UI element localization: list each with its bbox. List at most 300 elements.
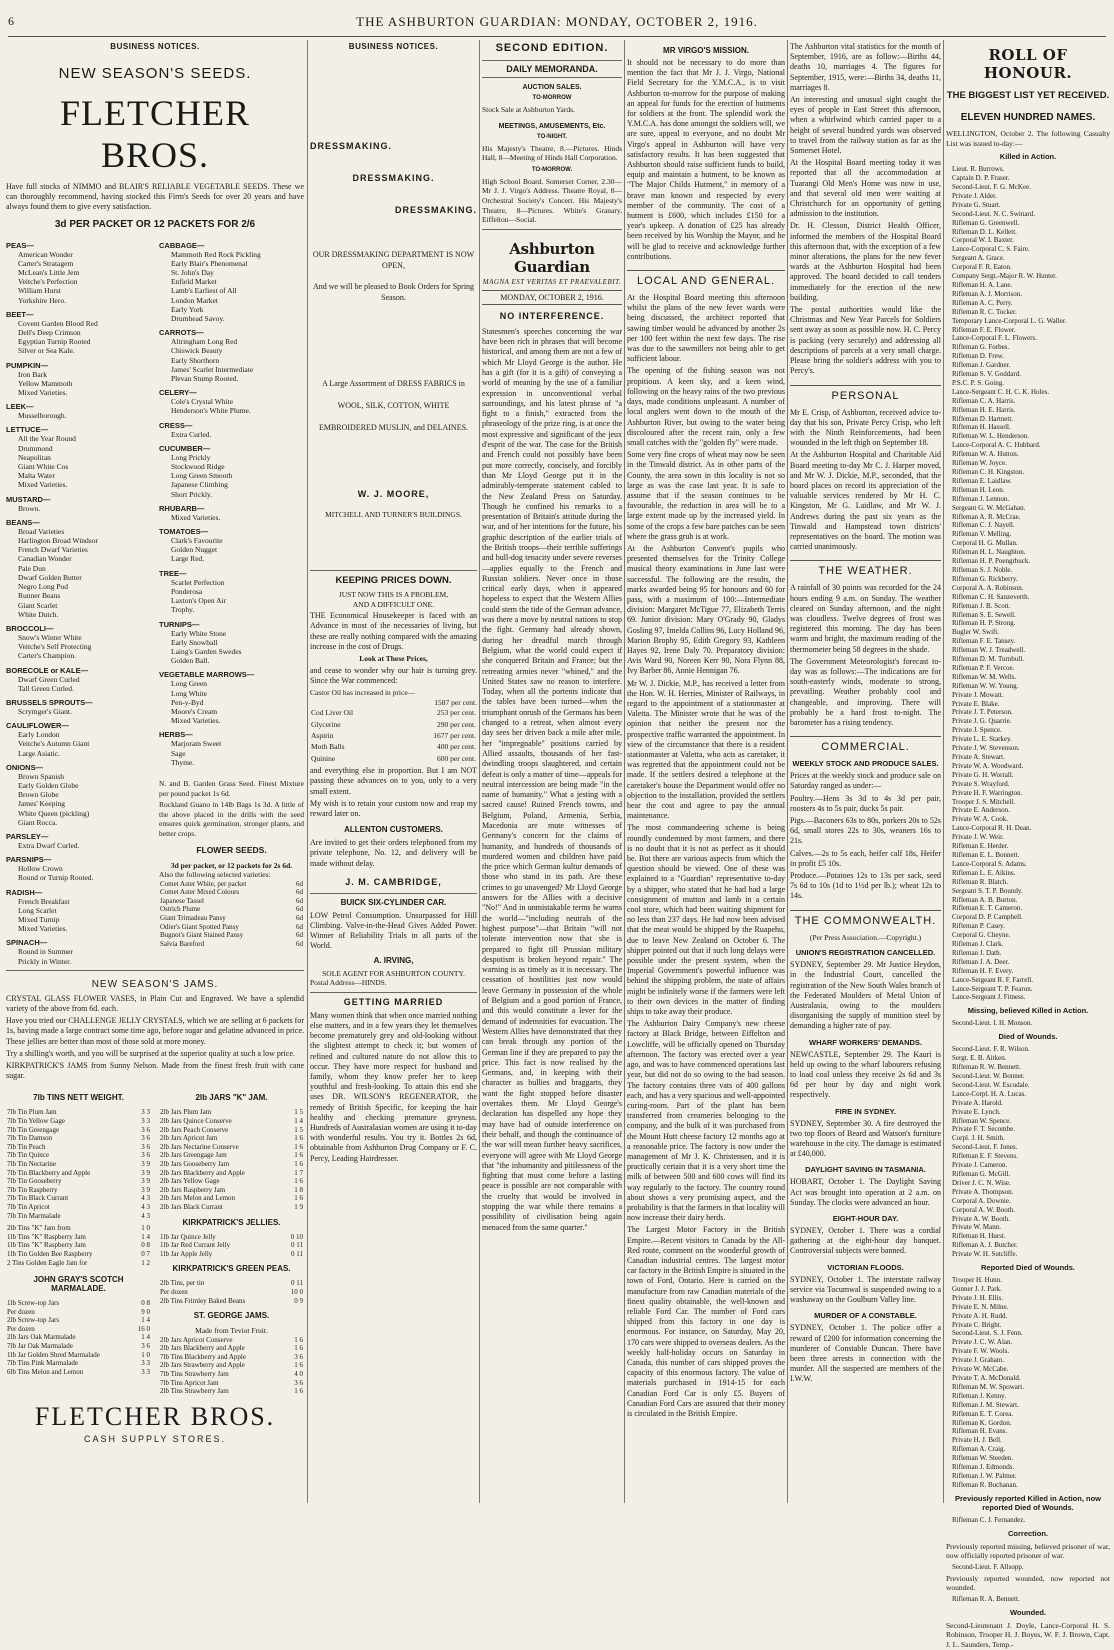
commonwealth-title: THE COMMONWEALTH. xyxy=(790,910,941,927)
item-name: 7lb Tin Raspberry xyxy=(7,1185,58,1194)
roll-name: Rifleman W. M. Wells. xyxy=(952,672,1017,681)
flower-row xyxy=(159,905,304,914)
drug-row xyxy=(310,719,477,730)
item-price: 3 3 xyxy=(141,1117,150,1125)
stock-paragraph: Calves.—2s to 5s each, heifer calf 18s, Heifer in profit £5 10s. xyxy=(790,848,941,868)
seed-variety: Dell's Deep Crimson xyxy=(18,328,81,338)
seed-category: TURNIPS— xyxy=(159,619,200,629)
union-paragraph: SYDNEY, September 29. Mr Justice Heydon, in the Industrial Court, cancelled the registration of the New South Wales branch of the Federated Moulders of Metal Union of Australasia, owing to the moulders disorganising the supply of munition steel by demanding a higher rate of pay. xyxy=(790,960,941,1031)
roll-name: Sergt. E. B. Aitken. xyxy=(952,1054,1007,1063)
roll-name: Rifleman V. Melling. xyxy=(952,530,1012,539)
local-paragraph: The Ashburton Dairy Company's new cheese factory at Black Bridge, between Eiffelton and Lowcliffe, will be officially opened on Thursday afternoon. The factory was erected over a year ago, and was to have commenced operations last year, but did not do so owing to the bad season. The factory contains three vats of 400 gallons each, and has a very spacious and well-appointed curing-room. Part of the plant has been transferred from creameries belonging to the company, and the bulk of it was purchased from the Mount Hutt cheese factory 12 months ago at a reasonable price. The factory is now under the management of Mr J. K. Christensen, and it is practically certain that it is a very short time the milk of between 500 and 600 cows will find its way regularly to the factory. The country round about shows a very promising aspect, and the probability is that the farmers in that locality will now increase their dairy herds. xyxy=(627,1019,785,1223)
seed-variety: White Queen (pickling) xyxy=(18,808,90,818)
drug-row xyxy=(310,730,477,741)
roll-name: Private J. G. Quarrie. xyxy=(952,717,1012,726)
drug-row xyxy=(310,753,477,764)
jar-row xyxy=(159,1203,304,1212)
item-name: 2lb Tins "K" Jam from xyxy=(7,1224,71,1233)
weather-paragraph: A rainfall of 30 points was recorded for the 24 hours ending 9 a.m. on Sunday. The weather cleared on Sunday afternoon, and the night was cloudless. Twelve degrees of frost was registered this morning. The day has been warm and bright, the maximum reading of the thermometer being 58 degrees in the shade. xyxy=(790,583,941,654)
seed-category: ONIONS— xyxy=(6,762,44,772)
roll-name: Private W. H. Sutcliffe. xyxy=(952,1250,1018,1259)
stock-sales-title: WEEKLY STOCK AND PRODUCE SALES. xyxy=(792,759,939,769)
roll-name: Rifleman R. C. Tocker. xyxy=(952,307,1017,316)
item-price: 6d xyxy=(296,905,303,914)
st-george-row xyxy=(159,1336,304,1345)
item-price: 1 7 xyxy=(294,1168,303,1177)
roll-name: Rifleman C. H. Kingston. xyxy=(952,468,1024,476)
item-name: 2lb Tins Strawberry Jam xyxy=(160,1387,229,1396)
seed-variety: Silver or Sea Kale. xyxy=(18,346,75,356)
roll-name: Corporal D. P. Campbell. xyxy=(952,913,1023,922)
item-name: 1lb Jar Red Currant Jelly xyxy=(160,1241,230,1250)
item-price: 1 4 xyxy=(141,1316,150,1325)
seed-variety: Brown Globe xyxy=(18,790,59,800)
roll-name: Rifleman J. M. Stewart. xyxy=(952,1400,1019,1409)
keeping-prices-subtitle: AND A DIFFICULT ONE. xyxy=(352,599,435,609)
st-george-row xyxy=(159,1379,304,1388)
roll-name: Rifleman H. E. Harris. xyxy=(952,405,1016,414)
item-name: 2lb Jars Strawberry and Apple xyxy=(160,1361,245,1370)
roll-name: Rifleman G. Forbes. xyxy=(952,343,1010,352)
marmalade-row xyxy=(6,1351,151,1360)
st-george-row xyxy=(159,1387,304,1396)
roll-name: Rifleman D. Hartnett. xyxy=(952,414,1014,423)
roll-name: Rifleman C. J. Nayell. xyxy=(952,521,1015,530)
roll-name: Second-Lieut. W. Bonner. xyxy=(952,1072,1025,1080)
commercial-title: COMMERCIAL. xyxy=(790,736,941,753)
tin-row xyxy=(6,1169,151,1178)
seed-variety: Egyptian Turnip Rooted xyxy=(18,337,91,347)
personal-paragraph: At the Ashburton Hospital and Charitable Aid Board meeting to-day Mr C. J. Harper moved, and Mr W. J. Dickie, M.P., seconded, that the board places on record its appreciation of the valuable services rendered by Mr H. C. Kingston, Mr G. Laidlaw, and Mr W. J. Andrews during the past six years as the Tinwald and Hampstead town districts' representatives on the board. The motion was carried unanimously. xyxy=(790,450,941,552)
item-price: 3 9 xyxy=(141,1159,150,1168)
seed-variety: Veitche's Perfection xyxy=(18,277,78,287)
roll-name: Company Sergt.-Major R. W. Hunter. xyxy=(952,272,1057,281)
castor-oil-line: Castor Oil has increased in price— xyxy=(310,688,416,697)
vital-statistics: The Ashburton vital statistics for the month of September, 1916, are as follow:—Births 44, deaths 10, marriages 4. The figures for September, 1915, were:—Births 34, deaths 11, marriages 8. xyxy=(790,42,941,92)
tonight-label: TO-NIGHT. xyxy=(537,133,567,140)
jars-title: 2lb JARS "K" JAM. xyxy=(195,1093,268,1103)
seed-category: CUCUMBER— xyxy=(159,443,211,453)
roll-name: Private C. Bright. xyxy=(952,1320,1002,1329)
column-dressmaking xyxy=(310,40,477,1505)
seed-variety: Mixed Varieties. xyxy=(18,924,68,934)
local-paragraph: The Largest Motor Factory in the British Empire.—Recent visitors to Canada by the All-Red route, comment on the wonderful growth of Canadian industrial centres. The largest motor car factory in the British Empire is situated in the town of Ford, Ontario. Here is carried on the manufacture from raw Canadian materials of the finest quality obtainable, the well-known and reliable Ford Car. The number of Ford cars shipped from this factory in one day is enormous. For instance, on Saturday, May 20, 170 cars were shipped to overseas dealers. As the weekly half-holiday occurs on Saturday in Canada, this number of cars shipped proves the capacity of this enormous factory. The value of materials purchased in 1914-15 for each Canadian Ford Car is only £5. Buyers of Canadian Ford Cars are assured that their money is circulated in the British Empire. xyxy=(627,1225,785,1418)
roll-name: Private F. W. Wools. xyxy=(952,1347,1010,1356)
tin-row xyxy=(6,1186,151,1195)
st-george-title: ST. GEORGE JAMS. xyxy=(193,1311,270,1321)
seed-category: CABBAGE— xyxy=(159,240,205,250)
roll-name: Rifleman A. Craig. xyxy=(952,1445,1006,1454)
advertiser-subtitle: SOLE AGENT FOR ASHBURTON COUNTY. xyxy=(322,968,465,978)
item-name: 1lb Jar Apple Jelly xyxy=(160,1249,213,1258)
seed-variety: James' Keeping xyxy=(18,799,65,809)
jar-row xyxy=(159,1160,304,1169)
seed-variety: French Breakfast xyxy=(18,896,70,906)
column-local-and-general xyxy=(627,40,785,1505)
dateline: MONDAY, OCTOBER 2, 1916. xyxy=(482,290,622,305)
keeping-prices-subtitle: JUST NOW THIS IS A PROBLEM, xyxy=(338,590,449,599)
jams-paragraph: Have you tried our CHALLENGE JELLY CRYSTALS, which we are selling at 6 packets for 1s, having made a large contract some time ago, before sugar and gelatine advanced in price. These jellies are better than most of those sold at more money. xyxy=(6,1016,304,1046)
seed-variety: Dwarf Golden Butter xyxy=(18,572,82,582)
keeping-prices-paragraph: My wish is to retain your custom now and reap my reward later on. xyxy=(310,798,477,819)
st-george-table xyxy=(159,1336,304,1396)
seed-variety: Plevan Stump Rooted. xyxy=(171,374,239,384)
advertiser-name: W. J. MOORE, xyxy=(357,489,430,499)
local-paragraph: The opening of the fishing season was not propitious. A keen sky, and a keen wind, following on the heavy rains of the two previous days, made conditions unpleasant. A number of local anglers went down to the mouth of the Ashburton River, but owing to the water being discoloured after the recent rain, only a few small catches with the "golden fly" were made. xyxy=(627,366,785,447)
roll-name: Private E. Anderson. xyxy=(952,806,1010,815)
seed-variety: Yorkshire Hero. xyxy=(18,295,66,305)
seed-variety: Moore's Cream xyxy=(171,706,218,716)
item-price: 6d xyxy=(296,879,303,888)
jar-row xyxy=(159,1143,304,1152)
item-price: 1 6 xyxy=(294,1361,303,1370)
item-price: 1 5 xyxy=(294,1125,303,1134)
item-price: 1 2 xyxy=(141,1258,150,1267)
seed-variety: Laxton's Open Air xyxy=(171,596,227,606)
seed-variety: Altringham Long Red xyxy=(171,337,238,347)
roll-name: Rifleman W. Steeden. xyxy=(952,1454,1014,1463)
roll-name: Rifleman A. R. McCrae. xyxy=(952,512,1021,521)
seed-variety: White Dutch. xyxy=(18,609,59,619)
jams-paragraph: Try a shilling's worth, and you will be surprised at the superior quality at such a low price. xyxy=(6,1048,295,1058)
column-rule xyxy=(307,40,308,1503)
roll-name: Lieut. R. Burrows. xyxy=(952,165,1005,174)
wharf-paragraph: NEWCASTLE, September 29. The Kauri is held up owing to the wharf labourers refusing to load coal unless they receive 2s 6d and 3s 6d per hour by day and night work respectively. xyxy=(790,1049,941,1100)
seed-lists xyxy=(6,236,304,966)
murder-paragraph: SYDNEY, October 1. The police offer a reward of £200 for information concerning the murderer of Constable Duncan. There have been three arrests in connection with the murder. All the suspected are members of the I.W.W. xyxy=(790,1323,941,1384)
green-peas-title: KIRKPATRICK'S GREEN PEAS. xyxy=(172,1264,291,1274)
seed-variety: Iron Bark xyxy=(18,369,47,379)
stock-paragraph: Prices at the weekly stock and produce sale on Saturday ranged as under:— xyxy=(790,771,941,791)
seed-variety: Drummond xyxy=(18,443,53,453)
roll-name: Rifleman A. B. Burton. xyxy=(952,895,1018,904)
wharf-title: WHARF WORKERS' DEMANDS. xyxy=(808,1037,923,1047)
item-name: 7lb Tin Plum Jam xyxy=(7,1108,57,1117)
motto: MAGNA EST VERITAS ET PRAEVALEBIT. xyxy=(482,277,622,286)
drug-price-table xyxy=(310,707,477,764)
roll-name: Private A. Stewart. xyxy=(952,753,1005,761)
tin-row xyxy=(6,1151,151,1160)
seed-variety: Early Shorthorn xyxy=(171,355,220,365)
firm-name: FLETCHER BROS. xyxy=(59,93,250,175)
item-price: 0 7 xyxy=(141,1249,150,1258)
roll-name: Private A. Harold. xyxy=(952,1098,1003,1107)
seeds-intro: Have full stocks of NIMMO and BLAIR'S RELIABLE VEGETABLE SEEDS. These we can thoroughly recommend, having stocked this Firm's Seeds for over 20 years and have always found them to give every satisfaction. xyxy=(6,182,304,212)
masthead xyxy=(8,14,1106,37)
item-price: 1 8 xyxy=(294,1185,303,1194)
jellies-table xyxy=(159,1233,304,1259)
personal-paragraph: Mr E. Crisp, of Ashburton, received advice to-day that his son, Private Percy Crisp, who left with the Ninth Reinforcements, had been wounded in the left thigh on September 18. xyxy=(790,407,941,448)
item-price: 6d xyxy=(296,888,303,897)
roll-name: Corpl. J. H. Smith. xyxy=(952,1134,1005,1143)
seed-variety: Long Green xyxy=(171,679,208,689)
tomorrow-label: TO-MORROW. xyxy=(531,166,573,173)
item-price: 1 6 xyxy=(294,1194,303,1203)
seed-category: PEAS— xyxy=(6,240,34,250)
roll-name: Private E. Lynch. xyxy=(952,1107,1001,1116)
seed-variety: Giant Scarlet xyxy=(18,600,58,610)
roll-name: Private J. Graham. xyxy=(952,1356,1005,1365)
seed-category: VEGETABLE MARROWS— xyxy=(159,670,255,680)
local-paragraph: Some very fine crops of wheat may now be seen in the Tinwald district. As in other parts of the County, the area sown in this locality is not so large as was the case last year. It is safe to assume that if the season continues to be favourable, the reduction in area will be to a large extent made up by the increased yield. In some of the crops a few bare patches can be seen where the grass grub is at work. xyxy=(627,450,785,541)
item-name: 2lb Tins Frimley Baked Beans xyxy=(160,1296,246,1305)
roll-name: Rifleman R. Blatch. xyxy=(952,877,1008,886)
roll-name: Rifleman S. V. Goddard. xyxy=(952,370,1021,379)
jams-title: NEW SEASON'S JAMS. xyxy=(91,978,219,990)
roll-name: Rifleman W. Spence. xyxy=(952,1116,1012,1125)
roll-name: Corporal G. Cheyne. xyxy=(952,931,1011,940)
marmalade-row xyxy=(6,1299,151,1308)
green-peas-table xyxy=(159,1279,304,1305)
roll-name: Rifleman D. L. Kellett. xyxy=(952,227,1017,236)
roll-subtitle: ELEVEN HUNDRED NAMES. xyxy=(960,112,1096,123)
roll-name: Second-Lieut. F. R. Wilson. xyxy=(952,1045,1030,1054)
jams-paragraph: KIRKPATRICK'S JAMS from Sunny Nelson. Made from the finest fresh fruit with cane sugar. xyxy=(6,1061,304,1081)
buick-paragraph: LOW Petrol Consumption. Unsurpassed for Hill Climbing. Valve-in-the-Head Gives Added Power. Winner of Reliability Trials in all parts of the World. xyxy=(310,910,477,951)
tins-title: 7lb TINS NETT WEIGHT. xyxy=(33,1093,124,1103)
seed-variety: Pale Dun xyxy=(18,563,46,573)
item-name: 2lb Jars Blackberry and Apple xyxy=(160,1344,245,1353)
roll-name: Rifleman H. Evans. xyxy=(952,1427,1008,1436)
roll-name: Second-Lieut. S. J. Fenn. xyxy=(952,1329,1023,1338)
seed-variety: Cole's Crystal White xyxy=(171,397,234,407)
seed-variety: James' Scarlet Intermediate xyxy=(171,364,254,374)
tonight-events: His Majesty's Theatre, 8.—Pictures. Hinds Hall, 8—Meeting of Hinds Hall Corporation. xyxy=(482,143,622,163)
tins-table xyxy=(6,1108,151,1220)
item-price: 6d xyxy=(296,939,303,948)
virgo-title: MR VIRGO'S MISSION. xyxy=(663,46,749,55)
roll-name: Rifleman C. A. Harris. xyxy=(952,396,1016,405)
item-name: 1lb Jar Quince Jelly xyxy=(160,1232,216,1241)
eight-hour-paragraph: SYDNEY, October 1. There was a cordial gathering at the eight-hour day banquet. Controversial subjects were banned. xyxy=(790,1226,941,1256)
roll-name: Sergeant A. Grace. xyxy=(952,254,1005,263)
item-name: Bugnot's Giant Stained Pansy xyxy=(160,931,244,940)
section-heading: BUSINESS NOTICES. xyxy=(110,42,200,51)
roll-name: Rifleman J. W. Palmer. xyxy=(952,1471,1017,1480)
correction-text: Previously reported missing, believed prisoner of war, now officially reported prisoner of war. xyxy=(946,1541,1110,1561)
item-price: 6d xyxy=(296,914,303,923)
roll-name: Rifleman G. McGill. xyxy=(952,1169,1011,1178)
seed-variety: Trophy. xyxy=(171,605,195,615)
item-name: 1lb Jar Golden Shred Marmalade xyxy=(7,1350,100,1359)
divider xyxy=(482,229,622,230)
item-price: 6d xyxy=(296,896,303,905)
marmalade-row xyxy=(6,1308,151,1317)
seed-category: CAULIFLOWER— xyxy=(6,721,69,731)
missing-heading: Missing, believed Killed in Action. xyxy=(967,1006,1089,1016)
seed-variety: Marjoram Sweet xyxy=(171,739,222,749)
seed-variety: Mixed Varieties. xyxy=(171,716,221,726)
roll-name: Rifleman W. Joyce. xyxy=(952,459,1007,468)
roll-of-honour-title: ROLL OF HONOUR. xyxy=(983,46,1073,82)
jelly-row xyxy=(159,1250,304,1259)
seed-variety: Veitche's Self Protecting xyxy=(18,642,92,652)
masthead-title: THE ASHBURTON GUARDIAN: MONDAY, OCTOBER 2, 1916. xyxy=(356,14,758,29)
roll-name: Rifleman H. P. Poengrhuck. xyxy=(952,557,1031,566)
seed-variety: Covent Garden Blood Red xyxy=(18,318,98,328)
item-price: 1 6 xyxy=(294,1142,303,1151)
tomorrow-events: High School Board. Somerset Corner, 2.30—Mr J. J. Virgo's Address. Theatre Royal, 8—Orchestral Society's Concert. His Majesty's Theatre, 8—Pictures. White's Granary, Eiffelton—Social. xyxy=(482,176,622,225)
killed-heading: Killed in Action. xyxy=(999,152,1057,162)
seed-variety: Scarlet Perfection xyxy=(171,577,225,587)
floods-paragraph: SYDNEY, October 1. The interstate railway service via Tocumwal is suspended owing to a washaway on the Goulburn Valley line. xyxy=(790,1274,941,1305)
tin-row xyxy=(6,1177,151,1186)
jar-row xyxy=(159,1186,304,1195)
seed-variety: Round in Summer xyxy=(18,947,74,957)
marmalade-row xyxy=(6,1368,151,1377)
guano-note: Rockland Guano in 14lb Bags 1s 3d. A little of the above placed in the drills with the seed ensures quick germination, stronger plants, and better crops. xyxy=(159,800,304,838)
roll-name: Rifleman E. T. Cameron. xyxy=(952,904,1023,913)
item-price: 4 3 xyxy=(141,1211,150,1220)
item-name: Aspirin xyxy=(311,731,334,740)
item-price: 1 6 xyxy=(294,1344,303,1353)
seed-variety: Large Red. xyxy=(171,554,205,564)
weather-title: THE WEATHER. xyxy=(790,560,941,577)
union-title: UNION'S REGISTRATION CANCELLED. xyxy=(795,948,936,958)
roll-name: Private W. A. Woodward. xyxy=(952,761,1024,770)
drug-row xyxy=(310,707,477,718)
item-name: 2lb Jars Blackberry and Apple xyxy=(160,1168,245,1177)
item-price: 9 0 xyxy=(141,1307,150,1316)
roll-name: Private J. Spence. xyxy=(952,726,1002,735)
edition-heading: SECOND EDITION. xyxy=(495,42,609,54)
roll-name: Rifleman H. P. Strong. xyxy=(952,619,1016,628)
item-name: 1lb Tin Golden Bee Raspberry xyxy=(7,1249,93,1258)
buick-title: BUICK SIX-CYLINDER CAR. xyxy=(340,897,447,907)
item-price: 6d xyxy=(296,922,303,931)
item-name: 2lb Jars Greengage Jam xyxy=(160,1151,227,1160)
item-name: Per dozen xyxy=(7,1324,35,1333)
seed-variety: Giant White Cos xyxy=(18,462,69,472)
roll-name: Rifleman A. J. Morrison. xyxy=(952,289,1022,298)
seed-variety: Scrymger's Giant. xyxy=(18,706,72,716)
marmalade-title: JOHN GRAY'S SCOTCH MARMALADE. xyxy=(33,1275,124,1294)
seed-variety: American Wonder xyxy=(18,249,73,259)
item-name: Odier's Giant Spotted Pansy xyxy=(160,922,239,931)
roll-name: Private W. A. Cook. xyxy=(952,815,1009,824)
roll-name: Rifleman F. E. Flower. xyxy=(952,325,1016,334)
grass-note: N. and B. Garden Grass Seed. Finest Mixture per pound packet 1s 6d. xyxy=(159,778,304,798)
column-second-edition xyxy=(482,40,622,1505)
item-name: 7lb Tin Damson xyxy=(7,1134,53,1143)
roll-name: Rifleman E. L. Bonnett. xyxy=(952,850,1020,859)
tin-row xyxy=(6,1134,151,1143)
item-price: 0 8 xyxy=(141,1299,150,1308)
seed-category: TOMATOES— xyxy=(159,527,209,537)
seed-category: BORECOLE or KALE— xyxy=(6,665,89,675)
jellies-title: KIRKPATRICK'S JELLIES. xyxy=(182,1217,281,1227)
seed-variety: Early London xyxy=(18,730,60,740)
died-heading: Died of Wounds. xyxy=(998,1032,1058,1042)
flower-row xyxy=(159,880,304,889)
roll-name: Rifleman L. E. Aikins. xyxy=(952,868,1016,877)
seed-variety: Enfield Market xyxy=(171,277,217,287)
divider xyxy=(6,970,304,971)
item-name: Per dozen xyxy=(7,1307,35,1316)
item-price: 3 6 xyxy=(141,1134,150,1143)
item-name: 2lb Jars Nectarine Conserve xyxy=(160,1142,239,1151)
roll-name: Lance-Corporal F. L. Flowers. xyxy=(952,334,1037,343)
item-price: 0 9 xyxy=(294,1296,303,1305)
seed-variety: Extra Dwarf Curled. xyxy=(18,840,80,850)
item-name: Quinine xyxy=(311,753,336,763)
roll-name: Rifleman P. F. Vercoe. xyxy=(952,663,1015,672)
seed-variety: Early Blair's Phenomenal xyxy=(171,258,248,268)
tin-row xyxy=(6,1160,151,1169)
seed-variety: Extra Curled. xyxy=(171,429,212,439)
seed-variety: Short Prickly. xyxy=(171,489,213,499)
weather-paragraph: The Government Meteorologist's forecast to-day was as follows:—The indications are for south-easterly winds, moderate to strong, prevailing. Weather probably cool and changeable, and improving. There will probably be a hard frost to-night. The barometer has a rising tendency. xyxy=(790,656,941,727)
seed-variety: Malta Water xyxy=(18,471,55,481)
tomorrow-label: TO-MORROW xyxy=(532,95,572,101)
roll-name: Rifleman C. J. Fernandez. xyxy=(952,1515,1026,1524)
roll-name: Private H. J. Bell. xyxy=(952,1436,1002,1445)
item-name: 1lb Screw-top Jars xyxy=(7,1299,60,1308)
seed-variety: Mixed Turnip xyxy=(18,914,60,924)
jar-row xyxy=(159,1117,304,1126)
tin-row xyxy=(6,1143,151,1152)
roll-name: Rifleman W. J. Treadwell. xyxy=(952,646,1026,655)
roll-name: Rifleman W. L. Henderson. xyxy=(952,432,1029,441)
item-name: 7lb Tin Marmalade xyxy=(7,1211,61,1220)
roll-name: Private T. A. McDonald. xyxy=(952,1374,1021,1382)
roll-name: Lance-Corporal C. S. Faire. xyxy=(952,245,1030,254)
seed-variety: Brown Spanish xyxy=(18,771,65,781)
daylight-paragraph: HOBART, October 1. The Daylight Saving Act was brought into operation at 2 a.m. on Sunday. The clocks were advanced an hour. xyxy=(790,1177,941,1207)
roll-name: Rifleman E. Herder. xyxy=(952,842,1009,851)
item-name: 2lb Jars Apricot Conserve xyxy=(160,1335,233,1344)
stock-paragraph: Pigs.—Baconers 63s to 80s, porkers 20s to 52s 6d, small stores 22s to 30s, weaners 16s to 21s. xyxy=(790,816,941,846)
item-name: Glycerine xyxy=(311,719,341,729)
tin-row xyxy=(6,1212,151,1221)
tin-row xyxy=(6,1117,151,1126)
k-tins-table xyxy=(6,1224,151,1267)
advertiser-name: J. M. CAMBRIDGE, xyxy=(345,876,442,887)
jam-price-lists xyxy=(6,1087,304,1395)
seed-variety: Chiswick Beauty xyxy=(171,346,223,356)
column-personal-weather-commercial xyxy=(790,40,941,1505)
roll-name: Rifleman R. Buchanan. xyxy=(952,1480,1018,1489)
killed-list xyxy=(946,165,1110,1002)
virgo-paragraph: It should not be necessary to do more than mention the fact that Mr J. J. Virgo, National Field Secretary for the Y.M.C.A., is to visit Ashburton to-morrow for the purpose of making an appeal for funds for the erection of hutments for soldiers at the front. The splendid work the Y.M.C.A. has done amongst the soldiers will, we are sure, appeal to everyone, and no doubt Mr Virgo's appeal in Ashburton will have very satisfactory results. It has been suggested that Ashburton should raise sufficient funds to build, equip and maintain a hutment, to be known as "The Major Childs Hutment," in memory of a brave man known and respected by every member of the community. The cost of a hutment is £600, which includes £150 for a year's upkeep. A donation of £25 has already been received by his Worship the Mayor, and he will be glad to receive and acknowledge further contributions. xyxy=(627,58,785,261)
item-price: 16 0 xyxy=(137,1324,150,1333)
died-list xyxy=(946,1045,1110,1259)
seed-variety: Mixed Varieties. xyxy=(18,480,68,490)
column-business-notices-seeds xyxy=(6,40,304,1505)
tin-row xyxy=(6,1126,151,1135)
item-price: 3 6 xyxy=(294,1352,303,1361)
tin-row xyxy=(6,1108,151,1117)
seed-category: MUSTARD— xyxy=(6,494,51,504)
roll-name: Rifleman H. Hassell. xyxy=(952,423,1011,432)
item-price: 3 9 xyxy=(141,1168,150,1177)
item-price: 3 6 xyxy=(141,1151,150,1160)
jams-paragraph: CRYSTAL GLASS FLOWER VASES, in Plain Cut and Engraved. We have a splendid variety of the above from 6d. each. xyxy=(6,993,304,1013)
eight-hour-title: EIGHT-HOUR DAY. xyxy=(832,1214,899,1224)
item-price: 1 6 xyxy=(294,1159,303,1168)
roll-name: Rifleman J. B. Scott. xyxy=(952,601,1011,610)
roll-name: Private J. W. Stevenson. xyxy=(952,744,1020,753)
seed-variety: McLean's Little Jem xyxy=(18,268,80,278)
daylight-title: DAYLIGHT SAVING IN TASMANIA. xyxy=(805,1165,926,1175)
item-name: 7lb Tins Blackberry and Apple xyxy=(160,1352,246,1361)
reported-died-list xyxy=(946,1276,1110,1490)
item-price: 0 11 xyxy=(291,1279,303,1288)
item-name: 7lb Tins Pink Marmalade xyxy=(7,1359,78,1368)
roll-name: Rifleman P. Casey. xyxy=(952,922,1005,931)
item-price: 3 6 xyxy=(141,1342,150,1351)
seed-variety: Early Golden Globe xyxy=(18,780,79,790)
